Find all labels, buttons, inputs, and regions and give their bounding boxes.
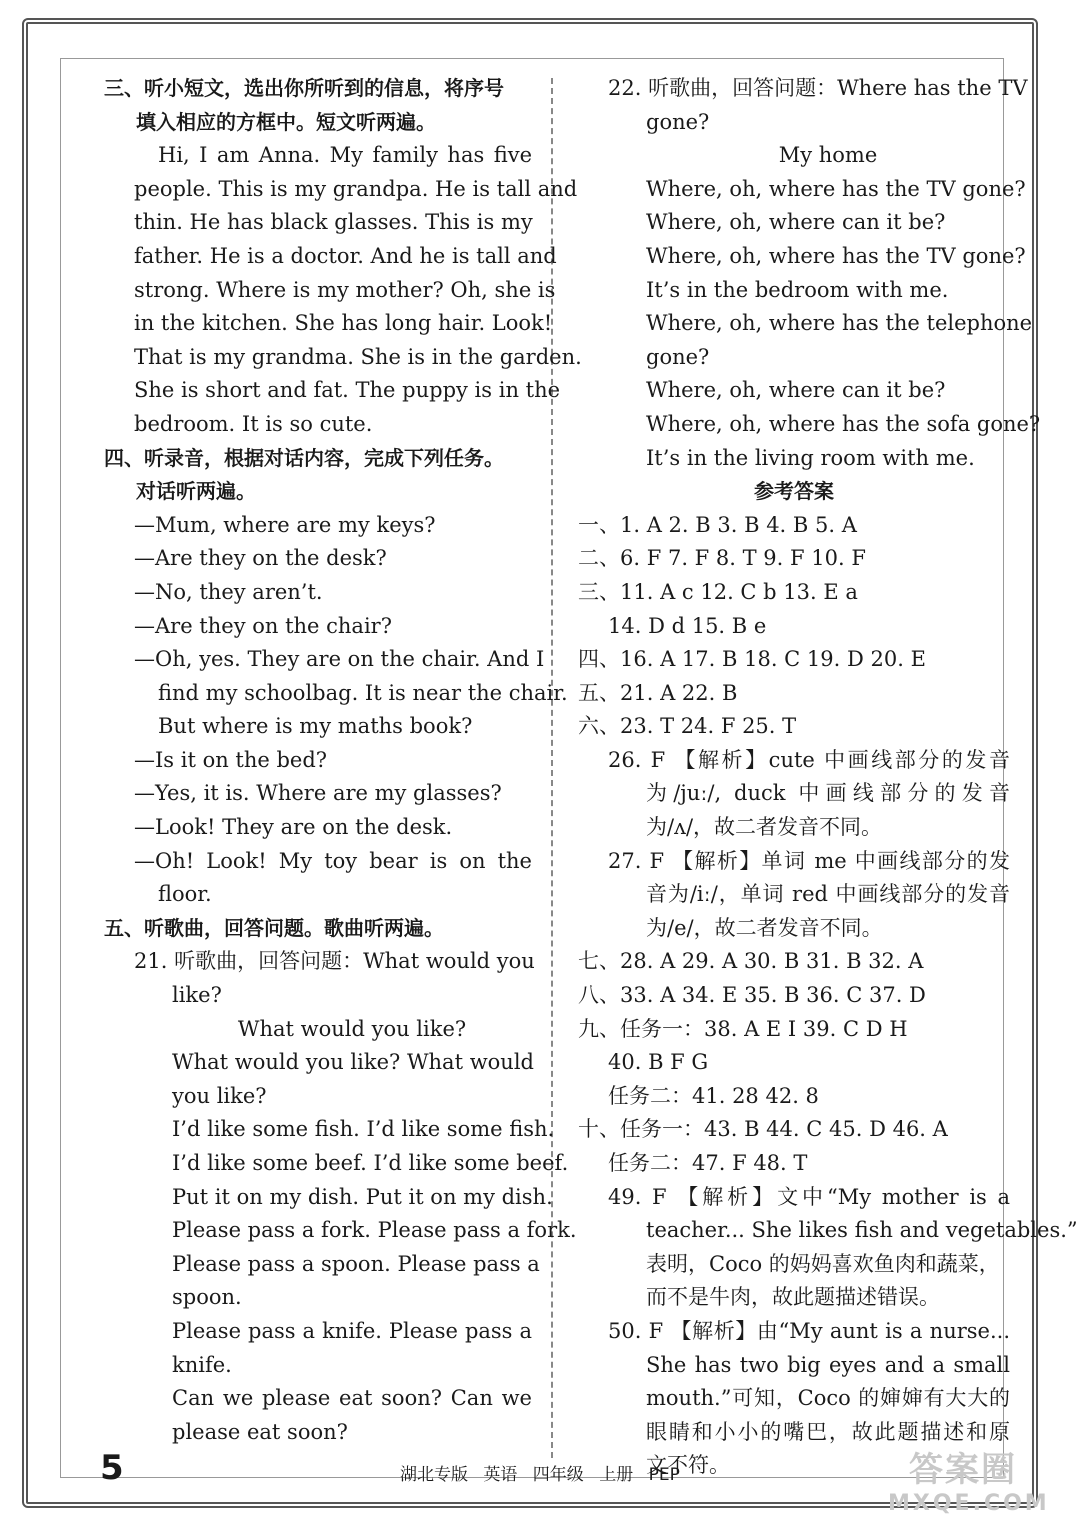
right-line: 26. F 【解析】cute 中画线部分的发音 bbox=[608, 747, 1010, 772]
left-line: find my schoolbag. It is near the chair. bbox=[158, 680, 568, 705]
left-line: floor. bbox=[158, 882, 212, 907]
right-line: Where, oh, where can it be? bbox=[646, 210, 946, 235]
left-line: Hi, I am Anna. My family has five bbox=[158, 143, 532, 168]
left-line: What would you like? bbox=[237, 1016, 467, 1041]
page-number: 5 bbox=[100, 1448, 124, 1488]
left-line: —Look! They are on the desk. bbox=[134, 815, 453, 840]
right-line: It’s in the living room with me. bbox=[646, 445, 975, 470]
right-line: gone? bbox=[646, 344, 710, 369]
left-line: —Are they on the chair? bbox=[134, 613, 392, 638]
left-line: What would you like? What would bbox=[172, 1050, 534, 1075]
right-line: 一、1. A 2. B 3. B 4. B 5. A bbox=[578, 512, 857, 537]
right-line: It’s in the bedroom with me. bbox=[646, 277, 949, 302]
watermark-bottom: MXQE.COM bbox=[888, 1491, 1050, 1516]
left-line: Can we please eat soon? Can we bbox=[172, 1386, 532, 1411]
left-line: knife. bbox=[172, 1352, 232, 1377]
left-line: in the kitchen. She has long hair. Look! bbox=[134, 311, 553, 336]
left-line: —No, they aren’t. bbox=[134, 579, 323, 604]
left-line: She is short and fat. The puppy is in the bbox=[134, 378, 561, 403]
left-line: —Oh, yes. They are on the chair. And I bbox=[134, 647, 545, 672]
right-line: She has two big eyes and a small bbox=[646, 1352, 1010, 1377]
right-line: 六、23. T 24. F 25. T bbox=[578, 714, 797, 739]
right-line: Where, oh, where has the sofa gone? bbox=[646, 411, 1041, 436]
right-line: 八、33. A 34. E 35. B 36. C 37. D bbox=[578, 983, 926, 1008]
right-line: My home bbox=[778, 143, 878, 168]
left-line: like? bbox=[172, 983, 222, 1008]
left-line: I’d like some fish. I’d like some fish. bbox=[172, 1117, 555, 1142]
watermark-logo bbox=[888, 1442, 1050, 1522]
right-line: 为/ʌ/，故二者发音不同。 bbox=[646, 815, 883, 840]
left-line: bedroom. It is so cute. bbox=[134, 411, 373, 436]
watermark-top: 答案圈 bbox=[909, 1450, 1017, 1490]
left-line: 填入相应的方框中。短文听两遍。 bbox=[136, 109, 436, 134]
right-line: 14. D d 15. B e bbox=[608, 613, 767, 638]
left-line: —Is it on the bed? bbox=[134, 747, 328, 772]
right-line: mouth.”可知，Coco 的婶婶有大大的 bbox=[646, 1386, 1010, 1411]
left-column bbox=[104, 72, 582, 1449]
left-line: 对话听两遍。 bbox=[136, 479, 256, 504]
left-line: —Are they on the desk? bbox=[134, 546, 387, 571]
right-line: 四、16. A 17. B 18. C 19. D 20. E bbox=[578, 647, 926, 672]
right-line: 为/e/，故二者发音不同。 bbox=[646, 915, 883, 940]
right-line: 49. F 【解析】文中“My mother is a bbox=[608, 1184, 1010, 1209]
right-line: 22. 听歌曲，回答问题：Where has the TV bbox=[608, 76, 1028, 100]
left-line: Please pass a spoon. Please pass a bbox=[172, 1251, 540, 1276]
right-line: 五、21. A 22. B bbox=[578, 680, 738, 705]
right-line: Where, oh, where has the TV gone? bbox=[646, 243, 1026, 268]
left-line: —Mum, where are my keys? bbox=[134, 512, 436, 537]
right-line: 文不符。 bbox=[646, 1453, 730, 1478]
left-line: spoon. bbox=[172, 1285, 242, 1310]
left-line: you like? bbox=[172, 1083, 267, 1108]
left-line: —Oh! Look! My toy bear is on the bbox=[134, 848, 532, 873]
right-line: 40. B F G bbox=[608, 1050, 709, 1075]
left-line: Please pass a fork. Please pass a fork. bbox=[172, 1218, 577, 1243]
right-line: 任务二：41. 28 42. 8 bbox=[608, 1083, 819, 1108]
left-line: 21. 听歌曲，回答问题：What would you bbox=[134, 949, 535, 974]
right-line: 十、任务一：43. B 44. C 45. D 46. A bbox=[578, 1117, 948, 1142]
left-line: That is my grandma. She is in the garden. bbox=[134, 344, 582, 369]
left-line: strong. Where is my mother? Oh, she is bbox=[134, 277, 556, 302]
right-line: Where, oh, where has the TV gone? bbox=[646, 176, 1026, 201]
right-column bbox=[578, 72, 1078, 1483]
left-line: father. He is a doctor. And he is tall and bbox=[134, 243, 557, 268]
left-line: 三、听小短文，选出你所听到的信息，将序号 bbox=[104, 76, 504, 100]
right-line: 为/juː/, duck 中画线部分的发音 bbox=[646, 781, 1010, 806]
left-line: Please pass a knife. Please pass a bbox=[172, 1318, 532, 1343]
right-line: 而不是牛肉，故此题描述错误。 bbox=[646, 1285, 940, 1310]
right-line: 二、6. F 7. F 8. T 9. F 10. F bbox=[578, 546, 866, 571]
right-line: 九、任务一：38. A E I 39. C D H bbox=[578, 1016, 908, 1041]
left-line: —Yes, it is. Where are my glasses? bbox=[134, 781, 502, 806]
right-line: 任务二：47. F 48. T bbox=[608, 1151, 808, 1175]
right-line: 音为/iː/，单词 red 中画线部分的发音 bbox=[646, 882, 1010, 907]
left-line: I’d like some beef. I’d like some beef. bbox=[172, 1151, 569, 1175]
right-line: Where, oh, where can it be? bbox=[646, 378, 946, 403]
footer-info: 湖北专版 英语 四年级 上册 PEP bbox=[400, 1465, 680, 1485]
left-line: people. This is my grandpa. He is tall and bbox=[134, 176, 578, 201]
right-line: Where, oh, where has the telephone bbox=[646, 311, 1033, 336]
right-line: 表明，Coco 的妈妈喜欢鱼肉和蔬菜， bbox=[646, 1251, 1000, 1276]
left-line: 五、听歌曲，回答问题。歌曲听两遍。 bbox=[104, 915, 444, 940]
left-line: please eat soon? bbox=[172, 1419, 348, 1444]
left-line: But where is my maths book? bbox=[158, 714, 473, 739]
right-line: 参考答案 bbox=[754, 479, 834, 504]
left-line: Put it on my dish. Put it on my dish. bbox=[172, 1184, 553, 1209]
right-line: teacher... She likes fish and vegetables.” bbox=[646, 1218, 1078, 1243]
right-line: 七、28. A 29. A 30. B 31. B 32. A bbox=[578, 949, 924, 974]
right-line: 27. F 【解析】单词 me 中画线部分的发 bbox=[608, 848, 1010, 873]
right-line: 三、11. A c 12. C b 13. E a bbox=[578, 579, 858, 604]
left-line: 四、听录音，根据对话内容，完成下列任务。 bbox=[104, 445, 504, 470]
right-line: 眼睛和小小的嘴巴，故此题描述和原 bbox=[646, 1419, 1010, 1444]
right-line: gone? bbox=[646, 109, 710, 134]
right-line: 50. F 【解析】由“My aunt is a nurse... bbox=[608, 1318, 1010, 1343]
left-line: thin. He has black glasses. This is my bbox=[134, 210, 533, 235]
